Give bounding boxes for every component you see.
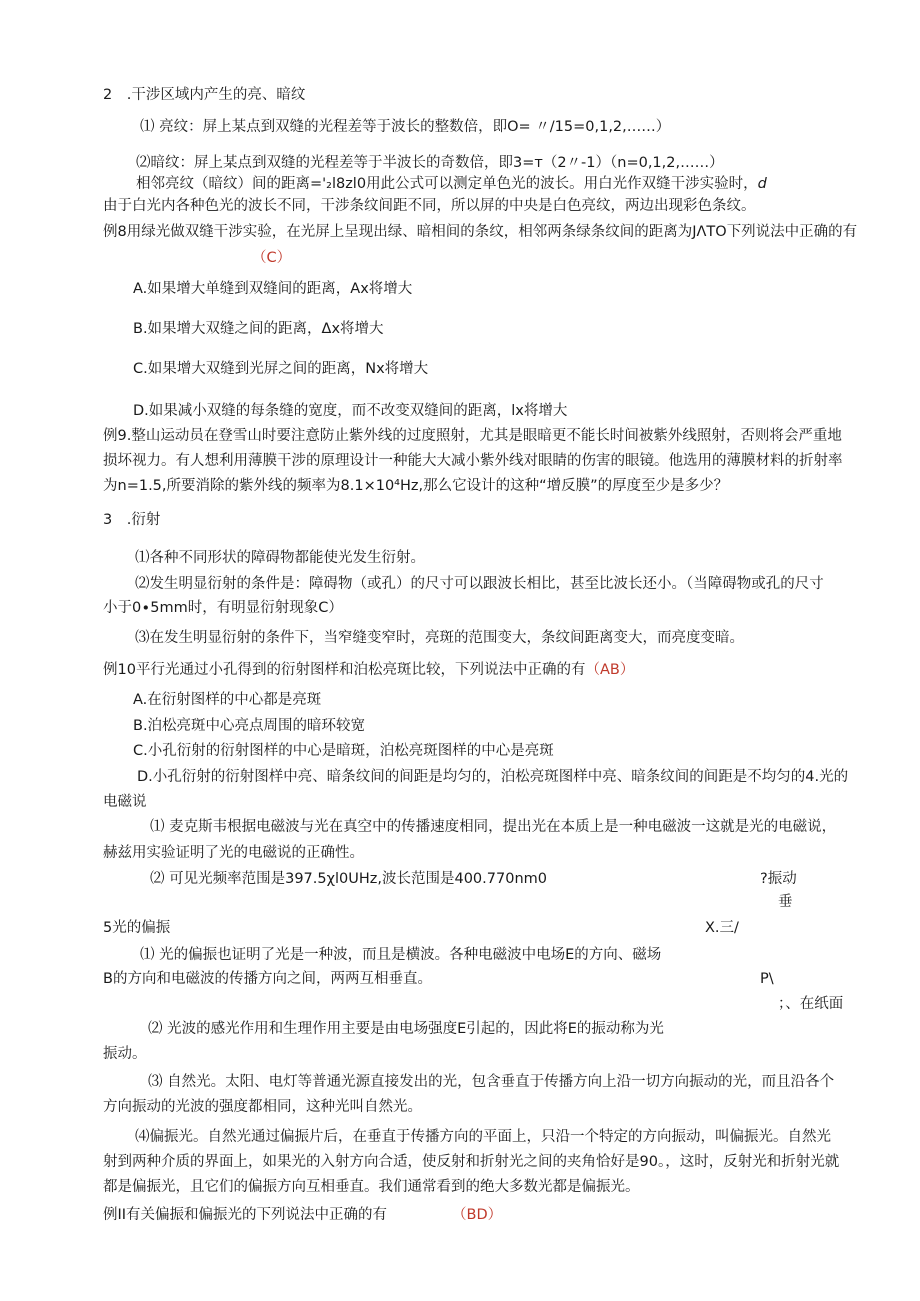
- example-10-option-d-line-1: D.小孔衍射的衍射图样中亮、暗条纹间的间距是均匀的，泊松亮斑图样中亮、暗条纹间的间距是不均匀的4.光的: [137, 769, 849, 785]
- example-9-line-3: 为n=1.5,所要消除的紫外线的频率为8.1×10⁴Hz,那么它设计的这种“增反膜”的厚度至少是多少？: [103, 478, 729, 494]
- figure-label-p: P\: [760, 971, 774, 987]
- example-10-question: [103, 660, 634, 680]
- example-10-option-a: A.在衍射图样的中心都是亮斑: [133, 692, 322, 708]
- example-8-answer: （C）: [252, 250, 292, 266]
- example-9-line-1: 例9.整山运动员在登雪山时要注意防止紫外线的过度照射，尤其是眼暗更不能长时间被紫外线照射，否则将会严重地: [103, 428, 842, 444]
- diffraction-point-3: ⑶在发生明显衍射的条件下，当窄缝变窄时，亮斑的范围变大，条纹间距离变大，而亮度变暗。: [135, 630, 744, 646]
- figure-label-axes: X.三/: [705, 920, 739, 936]
- figure-label-vibration: ?振动: [760, 871, 797, 887]
- polarization-point-2-line-1: ⑵ 光波的感光作用和生理作用主要是由电场强度E引起的，因此将E的振动称为光: [148, 1021, 664, 1037]
- polarization-point-3-line-2: 方向振动的光波的强度都相同，这种光叫自然光。: [103, 1099, 422, 1115]
- fringe-spacing-text: 相邻亮纹（暗纹）间的距离='₂l8zl0用此公式可以测定单色光的波长。用白光作双缝干涉实验时，: [136, 176, 758, 192]
- example-11-question: 例II有关偏振和偏振光的下列说法中正确的有: [103, 1207, 388, 1223]
- example-10-option-b: B.泊松亮斑中心亮点周围的暗环较宽: [133, 718, 366, 734]
- polarization-point-3-line-1: ⑶ 自然光。太阳、电灯等普通光源直接发出的光，包含垂直于传播方向上沿一切方向振动的光，而且沿各个: [148, 1074, 835, 1090]
- polarization-point-1-line-2: B的方向和电磁波的传播方向之间，两两互相垂直。: [103, 971, 432, 987]
- polarization-point-2-line-2: 振动。: [103, 1046, 147, 1062]
- polarization-point-4-line-2: 射到两种介质的界面上，如果光的入射方向合适，使反射和折射光之间的夹角恰好是90。，这时，反射光和折射光就: [103, 1154, 840, 1170]
- fringe-spacing-line: [136, 174, 767, 194]
- bright-fringe-rule: ⑴ 亮纹：屏上某点到双缝的光程差等于波长的整数倍，即O= 〃/15=0,1,2,……）: [140, 119, 671, 135]
- diffraction-point-1: ⑴各种不同形状的障碍物都能使光发生衍射。: [135, 550, 425, 566]
- polarization-point-4-line-3: 都是偏振光，且它们的偏振方向互相垂直。我们通常看到的绝大多数光都是偏振光。: [103, 1179, 640, 1195]
- example-8-question: 例8用绿光做双缝干涉实验，在光屏上呈现出绿、暗相间的条纹，相邻两条绿条纹间的距离为JΛTO下列说法中正确的有: [103, 224, 858, 240]
- polarization-point-1-line-1: ⑴ 光的偏振也证明了光是一种波，而且是横波。各种电磁波中电场E的方向、磁场: [140, 947, 662, 963]
- example-8-option-c: C.如果增大双缝到光屏之间的距离，Nx将增大: [133, 361, 429, 377]
- spacing-symbol: d: [757, 176, 767, 192]
- white-light-line: 由于白光内各种色光的波长不同，干涉条纹间距不同，所以屏的中央是白色亮纹，两边出现彩色条纹。: [103, 198, 756, 214]
- example-10-option-d-line-2: 电磁说: [103, 794, 147, 810]
- diffraction-point-2-line-2: 小于0∙5mm时，有明显衍射现象C）: [103, 600, 343, 616]
- example-10-question-text: 例10平行光通过小孔得到的衍射图样和泊松亮斑比较，下列说法中正确的有: [103, 662, 586, 678]
- example-10-option-c: C.小孔衍射的衍射图样的中心是暗斑，泊松亮斑图样的中心是亮斑: [133, 743, 554, 759]
- diffraction-point-2-line-1: ⑵发生明显衍射的条件是：障碍物（或孔）的尺寸可以跟波长相比，甚至比波长还小。（当障碍物或孔的尺寸: [135, 576, 824, 592]
- dark-fringe-rule: ⑵暗纹：屏上某点到双缝的光程差等于半波长的奇数倍，即3=т（2〃-1）（n=0,1,2,……）: [136, 155, 724, 171]
- example-8-option-a: A.如果增大单缝到双缝间的距离，Ax将增大: [133, 281, 413, 297]
- example-11-answer: （BD）: [452, 1207, 503, 1223]
- section-2-heading: 2 .干涉区域内产生的亮、暗纹: [103, 87, 306, 103]
- section-3-heading: 3 .衍射: [103, 512, 161, 528]
- em-theory-point-2: ⑵ 可见光频率范围是397.5χl0UHz,波长范围是400.770nm0: [150, 871, 547, 887]
- polarization-point-4-line-1: ⑷偏振光。自然光通过偏振片后，在垂直于传播方向的平面上，只沿一个特定的方向振动，叫偏振光。自然光: [135, 1129, 831, 1145]
- figure-label-paper-plane: ；、在纸面: [778, 996, 844, 1012]
- em-theory-point-1-line-1: ⑴ 麦克斯韦根据电磁波与光在真空中的传播速度相同，提出光在本质上是一种电磁波一这就是光的电磁说，: [150, 819, 837, 835]
- em-theory-point-1-line-2: 赫兹用实验证明了光的电磁说的正确性。: [103, 845, 364, 861]
- example-8-option-d: D.如果减小双缝的每条缝的宽度，而不改变双缝间的距离，lx将增大: [133, 403, 568, 419]
- example-9-line-2: 损坏视力。有人想利用薄膜干涉的原理设计一种能大大减小紫外线对眼睛的伤害的眼镜。他选用的薄膜材料的折射率: [103, 453, 843, 469]
- example-10-answer: （AB）: [585, 662, 635, 678]
- section-5-heading: 5光的偏振: [103, 920, 171, 936]
- example-8-option-b: B.如果增大双缝之间的距离，Δx将增大: [133, 321, 384, 337]
- figure-label-vertical: 垂: [778, 894, 793, 910]
